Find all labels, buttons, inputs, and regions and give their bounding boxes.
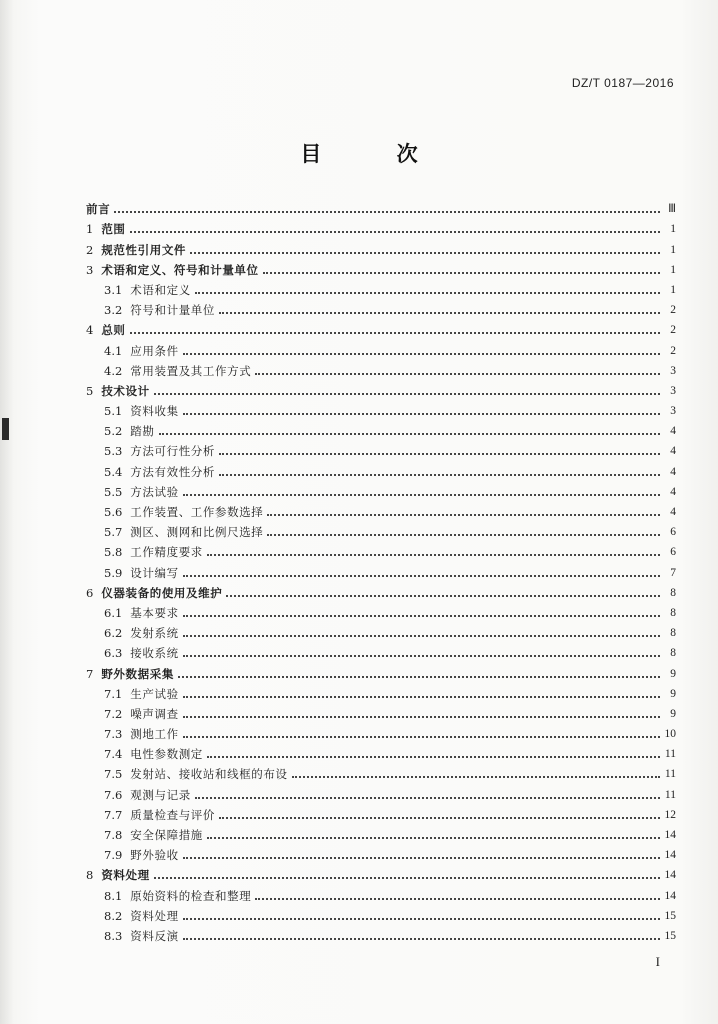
- toc-entry-page: 9: [670, 707, 676, 720]
- toc-entry-page: 8: [670, 586, 676, 599]
- toc-entry-label: 资料处理: [101, 868, 150, 883]
- toc-entry-label: 噪声调查: [130, 706, 179, 721]
- toc-leader-dots: [183, 696, 660, 698]
- toc-leader-dots: [130, 332, 660, 334]
- toc-entry-number: 7.3: [104, 727, 123, 742]
- toc-entry-number: 4.2: [104, 363, 123, 378]
- toc-leader-dots: [159, 433, 661, 435]
- toc-entry-label: 质量检查与评价: [130, 807, 215, 822]
- toc-leader-dots: [190, 252, 660, 254]
- toc-leader-dots: [154, 393, 660, 395]
- toc-entry-number: 5.8: [104, 545, 123, 560]
- toc-leader-dots: [226, 595, 660, 597]
- page-number: I: [655, 954, 660, 969]
- toc-entry-label: 方法有效性分析: [130, 464, 215, 479]
- toc-entry[interactable]: [86, 862, 676, 882]
- toc-entry-label: 规范性引用文件: [101, 242, 187, 257]
- toc-leader-dots: [114, 211, 660, 213]
- toc-entry-number: 6.3: [104, 646, 123, 661]
- toc-entry-page: 11: [664, 748, 676, 761]
- toc-entry-page: 12: [664, 808, 676, 821]
- toc-entry[interactable]: [86, 539, 676, 559]
- toc-entry-number: 7.8: [104, 828, 123, 842]
- toc-leader-dots: [183, 655, 660, 657]
- toc-entry[interactable]: [86, 236, 676, 256]
- toc-entry[interactable]: [86, 378, 676, 398]
- toc-entry-label: 踏勘: [130, 424, 155, 439]
- toc-entry-label: 范围: [101, 222, 126, 237]
- toc-entry[interactable]: [86, 438, 676, 458]
- toc-entry[interactable]: [86, 842, 676, 862]
- toc-entry-label: 符号和计量单位: [130, 303, 215, 318]
- toc-entry-label: 生产试验: [130, 686, 179, 701]
- toc-leader-dots: [207, 756, 660, 758]
- toc-entry[interactable]: [86, 882, 676, 902]
- toc-entry-page: 2: [670, 344, 676, 357]
- toc-leader-dots: [183, 353, 660, 355]
- toc-entry-label: 资料反演: [130, 928, 179, 943]
- toc-entry-number: 8.1: [104, 888, 123, 903]
- toc-entry-label: 术语和定义、符号和计量单位: [101, 262, 259, 277]
- toc-leader-dots: [183, 615, 660, 617]
- toc-entry-label: 资料收集: [130, 404, 179, 419]
- toc-entry-label: 方法试验: [130, 484, 179, 499]
- toc-entry-number: 6.2: [104, 626, 123, 641]
- toc-leader-dots: [183, 494, 660, 496]
- toc-entry-page: 11: [664, 788, 676, 801]
- toc-entry-number: 2: [86, 242, 94, 257]
- toc-entry-page: 11: [664, 768, 676, 781]
- toc-entry[interactable]: [86, 600, 676, 620]
- standard-code: DZ/T 0187—2016: [571, 76, 674, 90]
- toc-entry[interactable]: [86, 681, 676, 701]
- toc-entry[interactable]: [86, 721, 676, 741]
- toc-entry[interactable]: [86, 559, 676, 579]
- toc-entry-label: 工作精度要求: [130, 545, 203, 560]
- toc-entry[interactable]: [86, 701, 676, 721]
- toc-entry[interactable]: [86, 479, 676, 499]
- toc-entry-label: 观测与记录: [130, 787, 191, 802]
- toc-entry-number: 7.5: [104, 767, 123, 782]
- toc-entry-label: 应用条件: [130, 343, 179, 358]
- toc-entry-number: 5: [86, 383, 94, 398]
- toc-entry-page: 6: [670, 526, 676, 539]
- toc-leader-dots: [267, 514, 660, 516]
- toc-entry-page: 14: [664, 889, 676, 902]
- toc-entry-number: 8: [86, 868, 94, 883]
- toc-entry-label: 电性参数测定: [130, 747, 203, 762]
- toc-entry-number: 5.7: [104, 525, 123, 540]
- toc-entry[interactable]: [86, 781, 676, 801]
- toc-leader-dots: [292, 776, 660, 778]
- toc-entry[interactable]: [86, 802, 676, 822]
- toc-entry-label: 野外验收: [130, 848, 179, 863]
- toc-entry-label: 接收系统: [130, 646, 179, 661]
- toc-entry-number: 6.1: [104, 605, 123, 620]
- toc-leader-dots: [195, 797, 660, 799]
- toc-entry-label: 方法可行性分析: [130, 444, 215, 459]
- toc-leader-dots: [154, 877, 660, 879]
- toc-entry-label: 资料处理: [130, 908, 179, 923]
- toc-leader-dots: [219, 817, 660, 819]
- toc-entry-page: 8: [670, 647, 676, 660]
- toc-entry[interactable]: [86, 337, 676, 357]
- toc-leader-dots: [267, 534, 660, 536]
- toc-entry[interactable]: [86, 257, 676, 277]
- toc-entry-number: 4.1: [104, 343, 123, 358]
- toc-entry-page: 3: [670, 384, 676, 397]
- toc-entry-number: 7.6: [104, 787, 123, 802]
- toc-entry-label: 设计编写: [130, 565, 179, 580]
- toc-entry[interactable]: [86, 580, 676, 600]
- toc-entry-page: 4: [670, 485, 676, 498]
- toc-leader-dots: [263, 272, 660, 274]
- toc-entry-number: 3.2: [104, 303, 123, 318]
- toc-leader-dots: [183, 413, 660, 415]
- toc-entry[interactable]: [86, 499, 676, 519]
- toc-leader-dots: [219, 453, 660, 455]
- toc-entry-label: 安全保障措施: [130, 828, 203, 842]
- toc-entry-number: 5.5: [104, 484, 123, 499]
- toc-entry-page: 9: [670, 667, 676, 680]
- toc-entry-label: 发射站、接收站和线框的布设: [130, 767, 288, 782]
- toc-entry-number: 1: [86, 222, 94, 237]
- toc-leader-dots: [178, 676, 660, 678]
- toc-leader-dots: [207, 837, 660, 839]
- toc-leader-dots: [207, 554, 660, 556]
- toc-leader-dots: [183, 736, 660, 738]
- toc-entry-label: 术语和定义: [130, 282, 191, 297]
- toc-leader-dots: [219, 474, 660, 476]
- toc-entry-label: 发射系统: [130, 626, 179, 641]
- toc-entry-number: 7.1: [104, 686, 123, 701]
- toc-entry-page: 4: [670, 445, 676, 458]
- toc-entry-page: 1: [670, 283, 676, 296]
- toc-entry[interactable]: [86, 903, 676, 923]
- toc-leader-dots: [195, 292, 660, 294]
- toc-entry[interactable]: [86, 761, 676, 781]
- toc-entry-page: 14: [664, 869, 676, 882]
- toc-entry[interactable]: [86, 458, 676, 478]
- toc-entry[interactable]: [86, 822, 676, 842]
- toc-entry-number: 8.3: [104, 928, 123, 943]
- toc-entry-label: 工作装置、工作参数选择: [130, 505, 264, 519]
- toc-entry-page: 4: [670, 425, 676, 438]
- toc-entry[interactable]: [86, 297, 676, 317]
- toc-entry-page: Ⅲ: [668, 203, 676, 216]
- toc-entry-page: 9: [670, 687, 676, 700]
- toc-entry-page: 1: [670, 263, 676, 276]
- toc-leader-dots: [255, 373, 660, 375]
- toc-entry-number: 7.9: [104, 848, 123, 863]
- toc-leader-dots: [183, 918, 660, 920]
- toc-entry-page: 4: [670, 506, 676, 518]
- toc-leader-dots: [183, 857, 660, 859]
- toc-entry-label: 测区、测网和比例尺选择: [130, 525, 264, 540]
- toc-entry-number: 7: [86, 666, 94, 681]
- toc-entry-label: 前言: [86, 202, 111, 217]
- toc-entry-page: 7: [670, 566, 676, 579]
- toc-entry-number: 3: [86, 262, 94, 277]
- toc-entry[interactable]: [86, 216, 676, 236]
- toc-entry[interactable]: [86, 196, 676, 216]
- toc-entry-label: 原始资料的检查和整理: [130, 888, 252, 903]
- toc-entry-page: 15: [664, 909, 676, 922]
- toc-entry[interactable]: [86, 741, 676, 761]
- toc-entry-page: 2: [670, 324, 676, 337]
- toc-entry-page: 14: [664, 849, 676, 862]
- toc-entry-label: 野外数据采集: [101, 666, 174, 681]
- toc-entry-number: 5.1: [104, 404, 123, 419]
- toc-entry-page: 15: [664, 929, 676, 942]
- toc-leader-dots: [130, 231, 660, 233]
- toc-entry-number: 7.4: [104, 747, 123, 762]
- table-of-contents: [86, 196, 676, 943]
- toc-entry-label: 技术设计: [101, 383, 150, 398]
- toc-entry-page: 8: [670, 627, 676, 640]
- toc-entry[interactable]: [86, 358, 676, 378]
- toc-leader-dots: [255, 898, 660, 900]
- binding-edge-mark: [2, 418, 9, 440]
- toc-entry-label: 测地工作: [130, 727, 179, 742]
- toc-entry[interactable]: [86, 620, 676, 640]
- toc-entry[interactable]: [86, 519, 676, 539]
- toc-leader-dots: [183, 635, 660, 637]
- toc-entry-page: 3: [670, 405, 676, 418]
- toc-entry[interactable]: [86, 398, 676, 418]
- toc-entry-number: 7.7: [104, 807, 123, 822]
- toc-entry-number: 4: [86, 323, 94, 338]
- toc-entry-page: 1: [670, 243, 676, 256]
- toc-leader-dots: [183, 938, 660, 940]
- toc-entry-number: 3.1: [104, 282, 123, 297]
- toc-entry-page: 8: [670, 606, 676, 619]
- toc-entry-page: 4: [670, 465, 676, 478]
- toc-entry[interactable]: [86, 277, 676, 297]
- toc-entry-number: 6: [86, 585, 94, 600]
- toc-leader-dots: [183, 716, 660, 718]
- toc-entry[interactable]: [86, 660, 676, 680]
- toc-entry-number: 5.3: [104, 444, 123, 459]
- toc-entry[interactable]: [86, 923, 676, 943]
- toc-entry-page: 3: [670, 364, 676, 377]
- toc-entry-label: 常用装置及其工作方式: [130, 363, 252, 378]
- toc-entry-page: 10: [664, 728, 676, 741]
- toc-entry-label: 总则: [101, 323, 126, 338]
- toc-entry-label: 基本要求: [130, 605, 179, 620]
- toc-leader-dots: [219, 312, 660, 314]
- toc-leader-dots: [183, 575, 660, 577]
- toc-entry-page: 1: [670, 223, 676, 236]
- toc-entry-page: 14: [664, 829, 676, 841]
- toc-entry-number: 8.2: [104, 908, 123, 923]
- toc-entry-number: 5.9: [104, 565, 123, 580]
- toc-entry-label: 仪器装备的使用及维护: [101, 585, 223, 600]
- toc-entry-page: 2: [670, 304, 676, 317]
- toc-entry-number: 5.4: [104, 464, 123, 479]
- toc-entry-number: 5.6: [104, 505, 123, 519]
- toc-entry-number: 5.2: [104, 424, 123, 439]
- toc-entry[interactable]: [86, 317, 676, 337]
- toc-entry-number: 7.2: [104, 706, 123, 721]
- page-title: 目 次: [300, 141, 452, 166]
- toc-entry-page: 6: [670, 546, 676, 559]
- toc-entry[interactable]: [86, 418, 676, 438]
- toc-entry[interactable]: [86, 640, 676, 660]
